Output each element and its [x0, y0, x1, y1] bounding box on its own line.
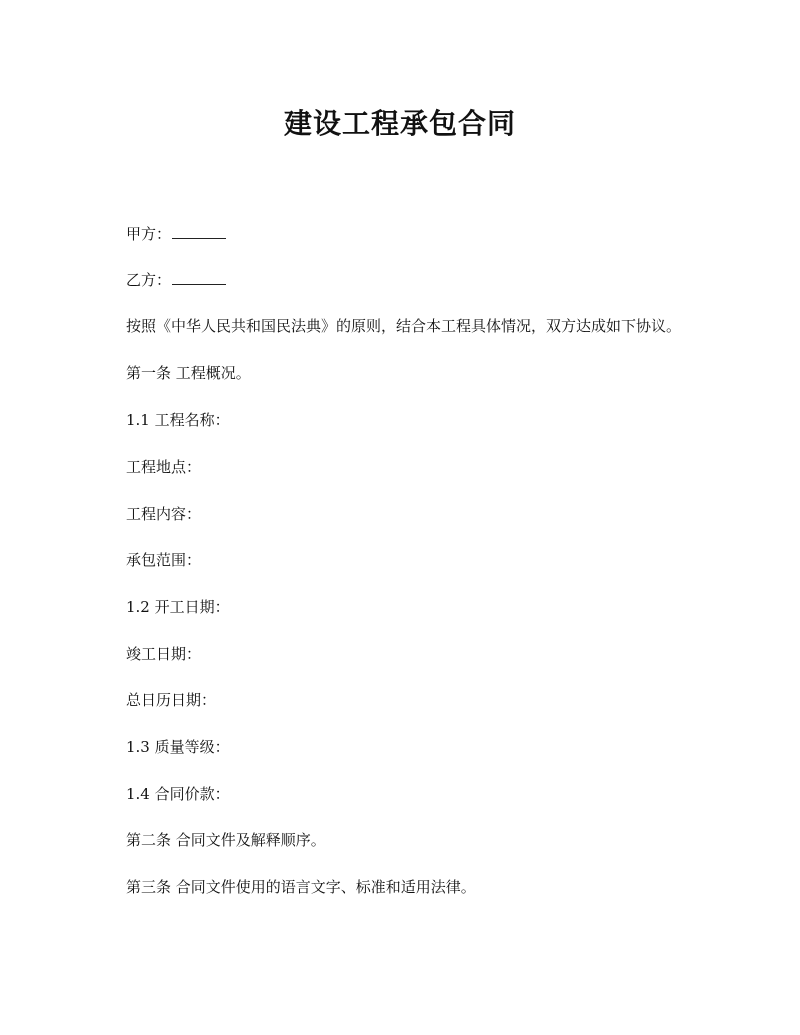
total-calendar-days-field: 总日历日期： [126, 691, 217, 709]
party-b-blank [172, 270, 226, 285]
preamble-text: 按照《中华人民共和国民法典》的原则，结合本工程具体情况，双方达成如下协议。 [126, 317, 682, 335]
project-location-field: 工程地点： [126, 458, 202, 476]
document-title: 建设工程承包合同 [283, 107, 516, 140]
contract-price-field: 1.4 合同价款： [126, 785, 230, 803]
party-b-line [126, 270, 226, 290]
article-3-heading: 第三条 合同文件使用的语言文字、标准和适用法律。 [126, 878, 476, 896]
quality-grade-field: 1.3 质量等级： [126, 738, 230, 756]
completion-date-field: 竣工日期： [126, 645, 202, 663]
start-date-field: 1.2 开工日期： [126, 598, 230, 616]
project-content-field: 工程内容： [126, 505, 202, 523]
party-a-label: 甲方： [126, 225, 172, 243]
party-b-label: 乙方： [126, 271, 172, 289]
contract-scope-field: 承包范围： [126, 551, 202, 569]
article-2-heading: 第二条 合同文件及解释顺序。 [126, 831, 326, 849]
party-a-line [126, 224, 226, 244]
party-a-blank [172, 224, 226, 239]
article-1-heading: 第一条 工程概况。 [126, 364, 251, 382]
project-name-field: 1.1 工程名称： [126, 411, 230, 429]
